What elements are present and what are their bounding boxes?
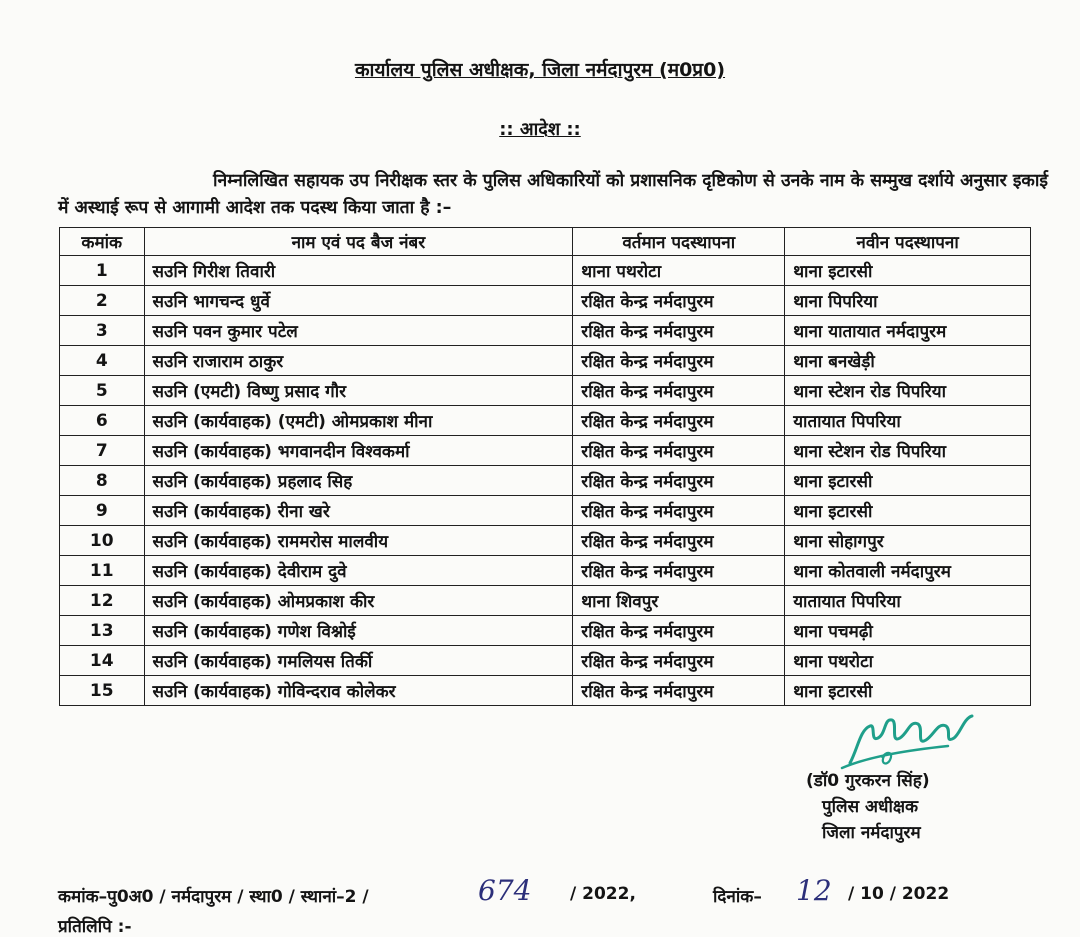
table-row (60, 496, 1031, 526)
reference-line (58, 874, 1058, 912)
cell-new-posting: थाना स्टेशन रोड पिपरिया (785, 376, 1031, 406)
signatory-designation: पुलिस अधीक्षक (822, 797, 919, 817)
cell-name: सउनि गिरीश तिवारी (144, 256, 573, 286)
table-row (60, 346, 1031, 376)
cell-serial: 1 (60, 256, 145, 286)
header-current-posting: वर्तमान पदस्थापना (573, 228, 785, 256)
signatory-block (800, 768, 1020, 846)
cell-new-posting: थाना बनखेड़ी (785, 346, 1031, 376)
cell-current-posting: रक्षित केन्द्र नर्मदापुरम (573, 406, 785, 436)
cell-name: सउनि (कार्यवाहक) ओमप्रकाश कीर (144, 586, 573, 616)
cell-name: सउनि पवन कुमार पटेल (144, 316, 573, 346)
cell-current-posting: रक्षित केन्द्र नर्मदापुरम (573, 316, 785, 346)
cell-current-posting: रक्षित केन्द्र नर्मदापुरम (573, 676, 785, 706)
header-new-posting: नवीन पदस्थापना (785, 228, 1031, 256)
office-title: कार्यालय पुलिस अधीक्षक, जिला नर्मदापुरम (म0प्र0) (354, 59, 726, 81)
table-row (60, 256, 1031, 286)
cell-new-posting: थाना सोहागपुर (785, 526, 1031, 556)
cell-new-posting: यातायात पिपरिया (785, 586, 1031, 616)
cell-serial: 12 (60, 586, 145, 616)
cell-name: सउनि (कार्यवाहक) गोविन्दराव कोलेकर (144, 676, 573, 706)
cell-serial: 14 (60, 646, 145, 676)
cell-new-posting: थाना स्टेशन रोड पिपरिया (785, 436, 1031, 466)
cell-name: सउनि (कार्यवाहक) गणेश विश्नोई (144, 616, 573, 646)
cell-name: सउनि (कार्यवाहक) देवीराम दुवे (144, 556, 573, 586)
cell-serial: 3 (60, 316, 145, 346)
signatory-district: जिला नर्मदापुरम (822, 823, 921, 843)
cell-serial: 8 (60, 466, 145, 496)
date-label: दिनांक– (713, 887, 762, 907)
cell-serial: 4 (60, 346, 145, 376)
cell-current-posting: रक्षित केन्द्र नर्मदापुरम (573, 346, 785, 376)
cell-serial: 5 (60, 376, 145, 406)
table-header-row (60, 228, 1031, 256)
cell-new-posting: यातायात पिपरिया (785, 406, 1031, 436)
cell-current-posting: थाना शिवपुर (573, 586, 785, 616)
cell-name: सउनि (एमटी) विष्णु प्रसाद गौर (144, 376, 573, 406)
cell-name: सउनि भागचन्द धुर्वे (144, 286, 573, 316)
cell-current-posting: थाना पथरोटा (573, 256, 785, 286)
cell-new-posting: थाना पथरोटा (785, 646, 1031, 676)
cell-serial: 2 (60, 286, 145, 316)
cell-current-posting: रक्षित केन्द्र नर्मदापुरम (573, 496, 785, 526)
table-row (60, 286, 1031, 316)
cell-new-posting: थाना पिपरिया (785, 286, 1031, 316)
table-row (60, 556, 1031, 586)
table-row (60, 406, 1031, 436)
cell-current-posting: रक्षित केन्द्र नर्मदापुरम (573, 466, 785, 496)
cell-new-posting: थाना पचमढ़ी (785, 616, 1031, 646)
cell-name: सउनि राजाराम ठाकुर (144, 346, 573, 376)
cell-serial: 9 (60, 496, 145, 526)
cell-new-posting: थाना इटारसी (785, 256, 1031, 286)
cell-new-posting: थाना इटारसी (785, 676, 1031, 706)
cell-name: सउनि (कार्यवाहक) भगवानदीन विश्वकर्मा (144, 436, 573, 466)
copy-to-label: प्रतिलिपि :- (58, 917, 132, 937)
table-row (60, 616, 1031, 646)
cell-name: सउनि (कार्यवाहक) राममरोस मालवीय (144, 526, 573, 556)
cell-serial: 15 (60, 676, 145, 706)
cell-current-posting: रक्षित केन्द्र नर्मदापुरम (573, 436, 785, 466)
cell-new-posting: थाना इटारसी (785, 466, 1031, 496)
reference-year: / 2022, (570, 884, 636, 904)
table-row (60, 676, 1031, 706)
header-serial: कमांक (60, 228, 145, 256)
cell-name: सउनि (कार्यवाहक) (एमटी) ओमप्रकाश मीना (144, 406, 573, 436)
cell-serial: 11 (60, 556, 145, 586)
reference-prefix: कमांक–पु0अ0 / नर्मदापुरम / स्था0 / स्थानां–2 / (58, 887, 369, 907)
table-row (60, 586, 1031, 616)
cell-serial: 7 (60, 436, 145, 466)
signatory-name: (डॉ0 गुरकरन सिंह) (806, 771, 930, 791)
table-row (60, 316, 1031, 346)
order-heading: :: आदेश :: (499, 119, 581, 140)
cell-serial: 13 (60, 616, 145, 646)
cell-current-posting: रक्षित केन्द्र नर्मदापुरम (573, 286, 785, 316)
table-row (60, 526, 1031, 556)
table-row (60, 436, 1031, 466)
date-rest: / 10 / 2022 (848, 884, 950, 904)
cell-name: सउनि (कार्यवाहक) गमलियस तिर्की (144, 646, 573, 676)
table-row (60, 376, 1031, 406)
cell-new-posting: थाना यातायात नर्मदापुरम (785, 316, 1031, 346)
cell-name: सउनि (कार्यवाहक) रीना खरे (144, 496, 573, 526)
cell-serial: 6 (60, 406, 145, 436)
cell-current-posting: रक्षित केन्द्र नर्मदापुरम (573, 526, 785, 556)
cell-serial: 10 (60, 526, 145, 556)
cell-current-posting: रक्षित केन्द्र नर्मदापुरम (573, 616, 785, 646)
date-day: 12 (796, 874, 832, 907)
cell-current-posting: रक्षित केन्द्र नर्मदापुरम (573, 376, 785, 406)
cell-current-posting: रक्षित केन्द्र नर्मदापुरम (573, 646, 785, 676)
reference-number: 674 (478, 874, 532, 907)
cell-current-posting: रक्षित केन्द्र नर्मदापुरम (573, 556, 785, 586)
intro-paragraph: निम्नलिखित सहायक उप निरीक्षक स्तर के पुलिस अधिकारियों को प्रशासनिक दृष्टिकोण से उनके नाम के सम्मुख दर्शाये अनुसार इकाई में अस्थाई रूप से आगामी आदेश तक पदस्थ किया जाता है :– (58, 171, 1048, 218)
table-row (60, 466, 1031, 496)
header-name: नाम एवं पद बैज नंबर (144, 228, 573, 256)
table-row (60, 646, 1031, 676)
postings-table (59, 227, 1031, 706)
cell-new-posting: थाना कोतवाली नर्मदापुरम (785, 556, 1031, 586)
cell-new-posting: थाना इटारसी (785, 496, 1031, 526)
cell-name: सउनि (कार्यवाहक) प्रहलाद सिह (144, 466, 573, 496)
